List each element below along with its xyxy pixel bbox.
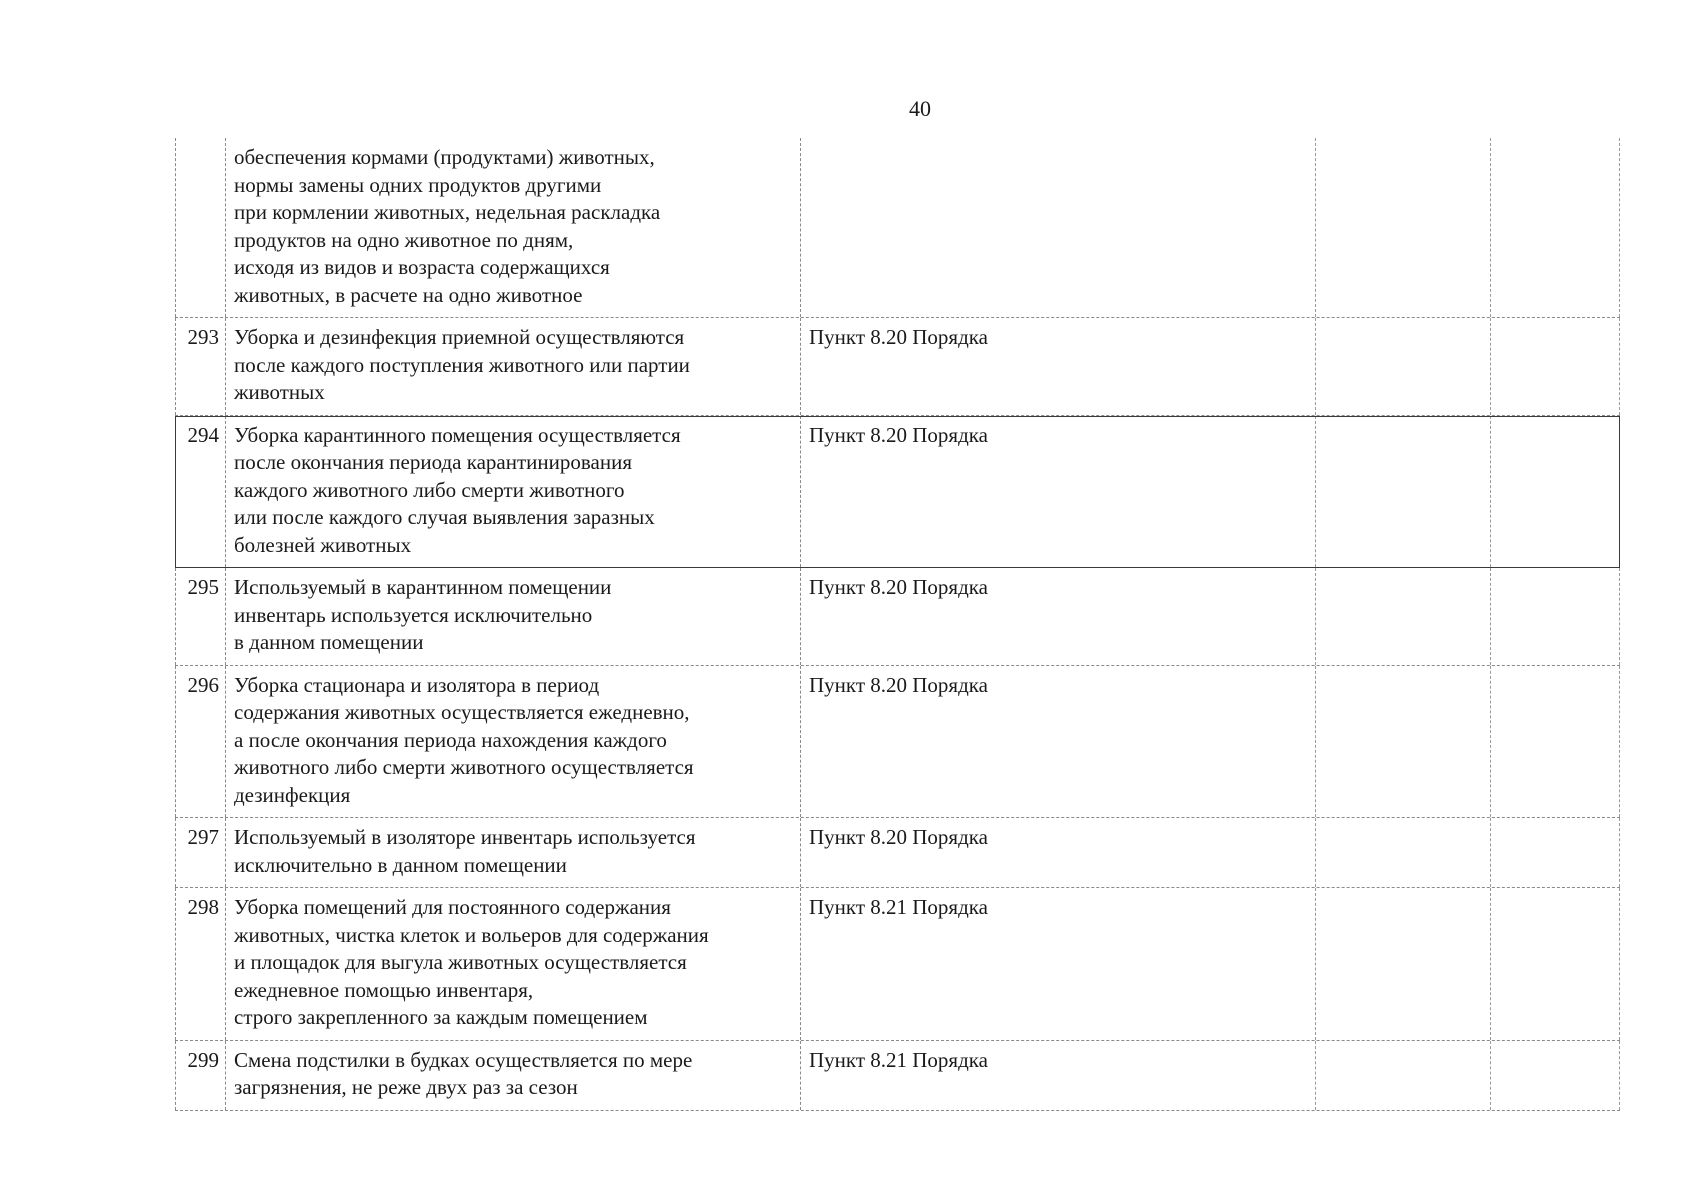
row-number: 296 — [175, 666, 225, 818]
answer-cell — [1315, 416, 1490, 568]
legal-reference: Пункт 8.20 Порядка — [800, 666, 1315, 818]
answer-cell — [1315, 568, 1490, 665]
row-number: 298 — [175, 888, 225, 1040]
legal-reference: Пункт 8.20 Порядка — [800, 318, 1315, 415]
note-cell — [1490, 818, 1620, 887]
table-row — [175, 138, 1620, 318]
requirement-text: Используемый в карантинном помещении инвентарь используется исключительно в данном помещении — [225, 568, 800, 665]
note-cell — [1490, 666, 1620, 818]
legal-reference: Пункт 8.21 Порядка — [800, 888, 1315, 1040]
table-row — [175, 318, 1620, 416]
requirement-text: Уборка стационара и изолятора в период содержания животных осуществляется ежедневно, а после окончания периода нахождения каждого животного либо смерти животного осуществляется дезинфекция — [225, 666, 800, 818]
legal-reference: Пункт 8.20 Порядка — [800, 818, 1315, 887]
answer-cell — [1315, 888, 1490, 1040]
table-row — [175, 888, 1620, 1041]
requirement-text: Уборка помещений для постоянного содержания животных, чистка клеток и вольеров для содержания и площадок для выгула животных осуществляется ежедневное помощью инвентаря, строго закрепленного за каждым помещением — [225, 888, 800, 1040]
table-row — [175, 666, 1620, 819]
row-number: 299 — [175, 1041, 225, 1110]
requirements-table — [175, 138, 1620, 1111]
row-number: 297 — [175, 818, 225, 887]
legal-reference: Пункт 8.21 Порядка — [800, 1041, 1315, 1110]
answer-cell — [1315, 1041, 1490, 1110]
table-row — [175, 416, 1620, 569]
requirement-text: Смена подстилки в будках осуществляется по мере загрязнения, не реже двух раз за сезон — [225, 1041, 800, 1110]
legal-reference: Пункт 8.20 Порядка — [800, 416, 1315, 568]
page-number: 40 — [909, 96, 931, 121]
requirement-text: Используемый в изоляторе инвентарь используется исключительно в данном помещении — [225, 818, 800, 887]
row-number: 294 — [175, 416, 225, 568]
requirement-text: Уборка карантинного помещения осуществляется после окончания периода карантинирования каждого животного либо смерти животного или после каждого случая выявления заразных болезней животных — [225, 416, 800, 568]
note-cell — [1490, 888, 1620, 1040]
row-number: 295 — [175, 568, 225, 665]
table-row — [175, 818, 1620, 888]
note-cell — [1490, 138, 1620, 317]
requirement-text: Уборка и дезинфекция приемной осуществляются после каждого поступления животного или партии животных — [225, 318, 800, 415]
row-number: 293 — [175, 318, 225, 415]
row-number — [175, 138, 225, 317]
table-row — [175, 568, 1620, 666]
answer-cell — [1315, 666, 1490, 818]
note-cell — [1490, 1041, 1620, 1110]
note-cell — [1490, 318, 1620, 415]
legal-reference: Пункт 8.20 Порядка — [800, 568, 1315, 665]
note-cell — [1490, 416, 1620, 568]
requirement-text: обеспечения кормами (продуктами) животных, нормы замены одних продуктов другими при кормлении животных, недельная раскладка продуктов на одно животное по дням, исходя из видов и возраста содержащихся животных, в расчете на одно животное — [225, 138, 800, 317]
answer-cell — [1315, 818, 1490, 887]
note-cell — [1490, 568, 1620, 665]
legal-reference — [800, 138, 1315, 317]
answer-cell — [1315, 138, 1490, 317]
answer-cell — [1315, 318, 1490, 415]
table-row — [175, 1041, 1620, 1111]
